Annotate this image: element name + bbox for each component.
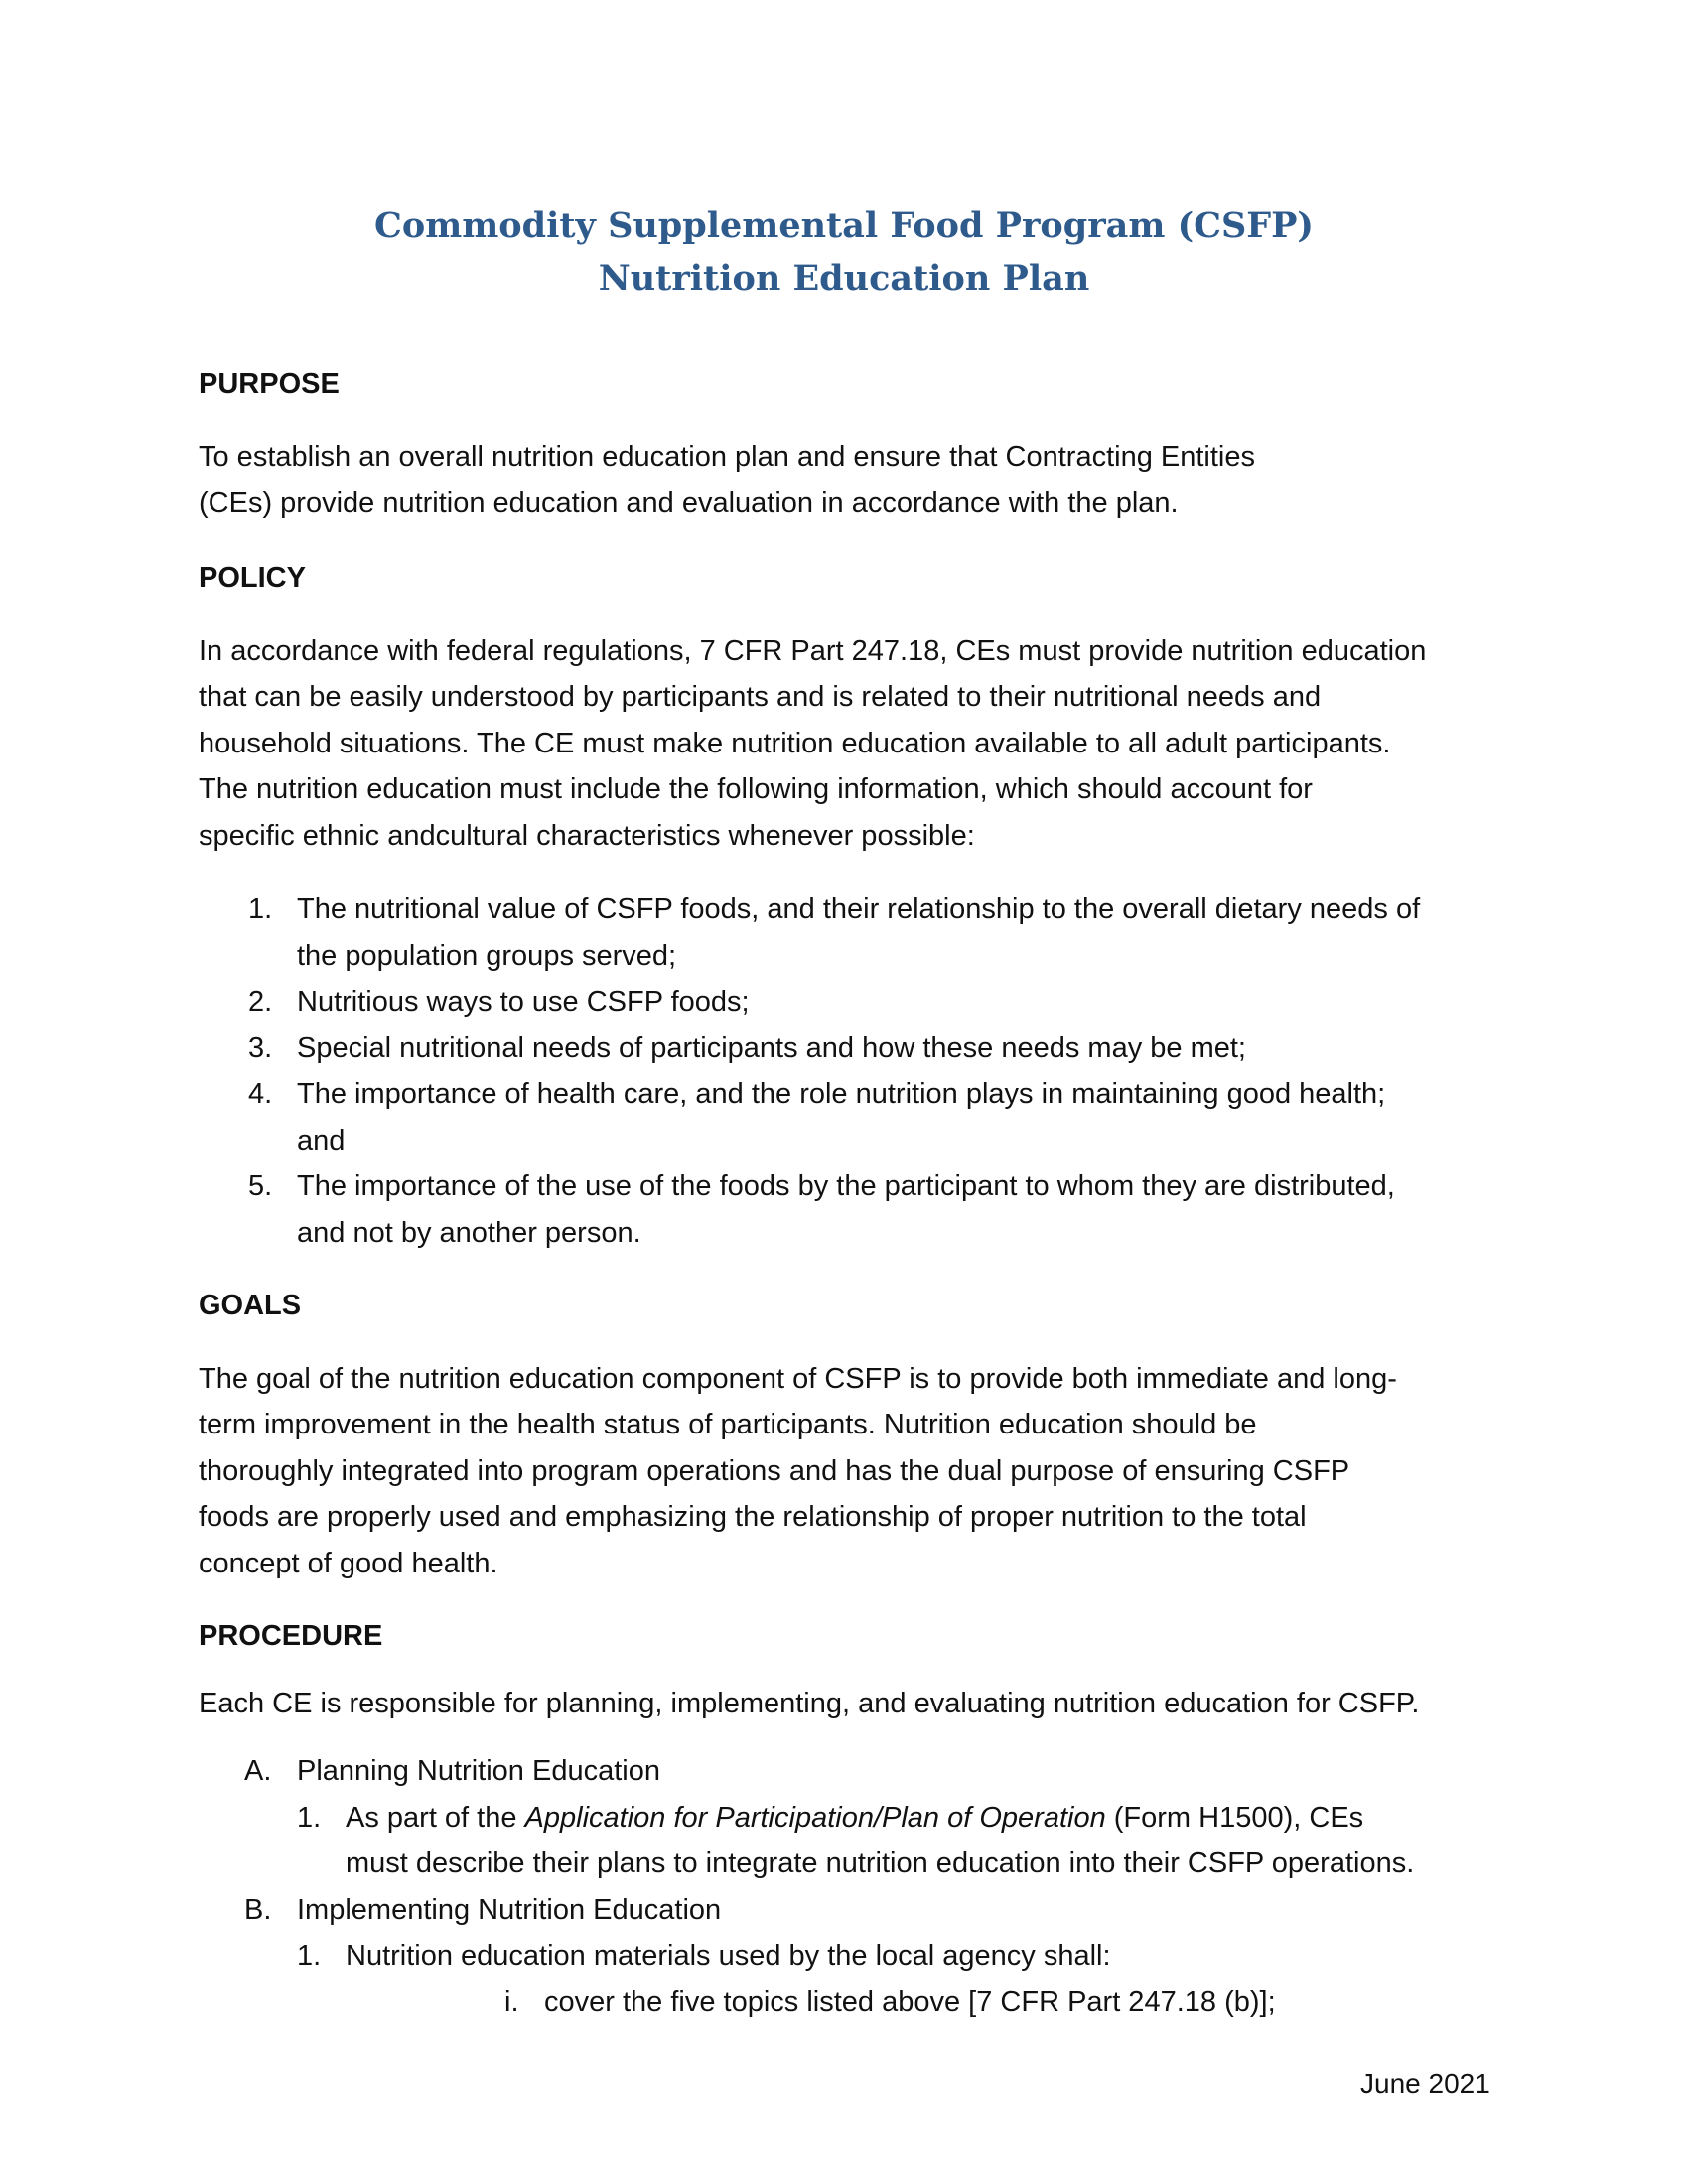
outline-item-text: Nutrition education materials used by the local agency shall: [346,1940,1111,1972]
goals-line: concept of good health. [199,1548,498,1579]
goals-line: term improvement in the health status of participants. Nutrition education should be [199,1409,1257,1440]
goals-line: foods are properly used and emphasizing the relationship of proper nutrition to the total [199,1501,1307,1533]
list-item-text: The importance of health care, and the role nutrition plays in maintaining good health; [297,1078,1386,1110]
outline-item-text: cover the five topics listed above [7 CFR Part 247.18 (b)]; [544,1986,1276,2018]
outline-number: 1. [297,1940,322,1972]
outline-item-text: must describe their plans to integrate nutrition education into their CSFP operations. [346,1847,1415,1879]
outline-number: 1. [297,1802,322,1834]
outline-letter: A. [244,1755,272,1787]
text-segment: As part of the [346,1802,525,1834]
outline-letter: B. [244,1894,272,1926]
policy-line: that can be easily understood by participants and is related to their nutritional needs and [199,681,1322,713]
list-item-text: Nutritious ways to use CSFP foods; [297,986,750,1018]
purpose-heading: PURPOSE [199,368,340,400]
policy-heading: POLICY [199,562,306,594]
policy-line: The nutrition education must include the following information, which should account for [199,773,1313,805]
list-item-number: 2. [248,986,273,1018]
form-title-italic: Application for Participation/Plan of Operation [524,1802,1106,1834]
list-item-text: the population groups served; [297,940,677,972]
purpose-line: To establish an overall nutrition education plan and ensure that Contracting Entities [199,441,1255,473]
text-segment: (Form H1500), CEs [1105,1802,1364,1834]
list-item-number: 5. [248,1170,273,1202]
policy-line: In accordance with federal regulations, 7 CFR Part 247.18, CEs must provide nutrition education [199,635,1427,667]
procedure-heading: PROCEDURE [199,1620,383,1652]
goals-line: thoroughly integrated into program operations and has the dual purpose of ensuring CSFP [199,1455,1350,1487]
list-item-number: 3. [248,1032,273,1064]
list-item-text: The nutritional value of CSFP foods, and their relationship to the overall dietary needs of [297,893,1421,925]
purpose-line: (CEs) provide nutrition education and evaluation in accordance with the plan. [199,487,1179,519]
outline-label: Implementing Nutrition Education [297,1894,722,1926]
list-item-number: 1. [248,893,273,925]
policy-line: specific ethnic andcultural characteristics whenever possible: [199,820,975,852]
list-item-text: and not by another person. [297,1217,641,1249]
list-item-text: The importance of the use of the foods by the participant to whom they are distributed, [297,1170,1395,1202]
document-title: Commodity Supplemental Food Program (CSFP) [374,205,1314,246]
outline-item-text [346,1802,1363,1835]
document-subtitle: Nutrition Education Plan [598,258,1090,299]
policy-line: household situations. The CE must make nutrition education available to all adult participants. [199,728,1391,759]
list-item-text: and [297,1125,346,1157]
list-item-text: Special nutritional needs of participants and how these needs may be met; [297,1032,1246,1064]
outline-roman: i. [504,1986,519,2018]
goals-heading: GOALS [199,1290,302,1321]
list-item-number: 4. [248,1078,273,1110]
outline-label: Planning Nutrition Education [297,1755,660,1787]
procedure-intro: Each CE is responsible for planning, implementing, and evaluating nutrition education for CSFP. [199,1688,1420,1719]
footer-date: June 2021 [1360,2068,1490,2099]
goals-line: The goal of the nutrition education component of CSFP is to provide both immediate and long- [199,1363,1397,1395]
